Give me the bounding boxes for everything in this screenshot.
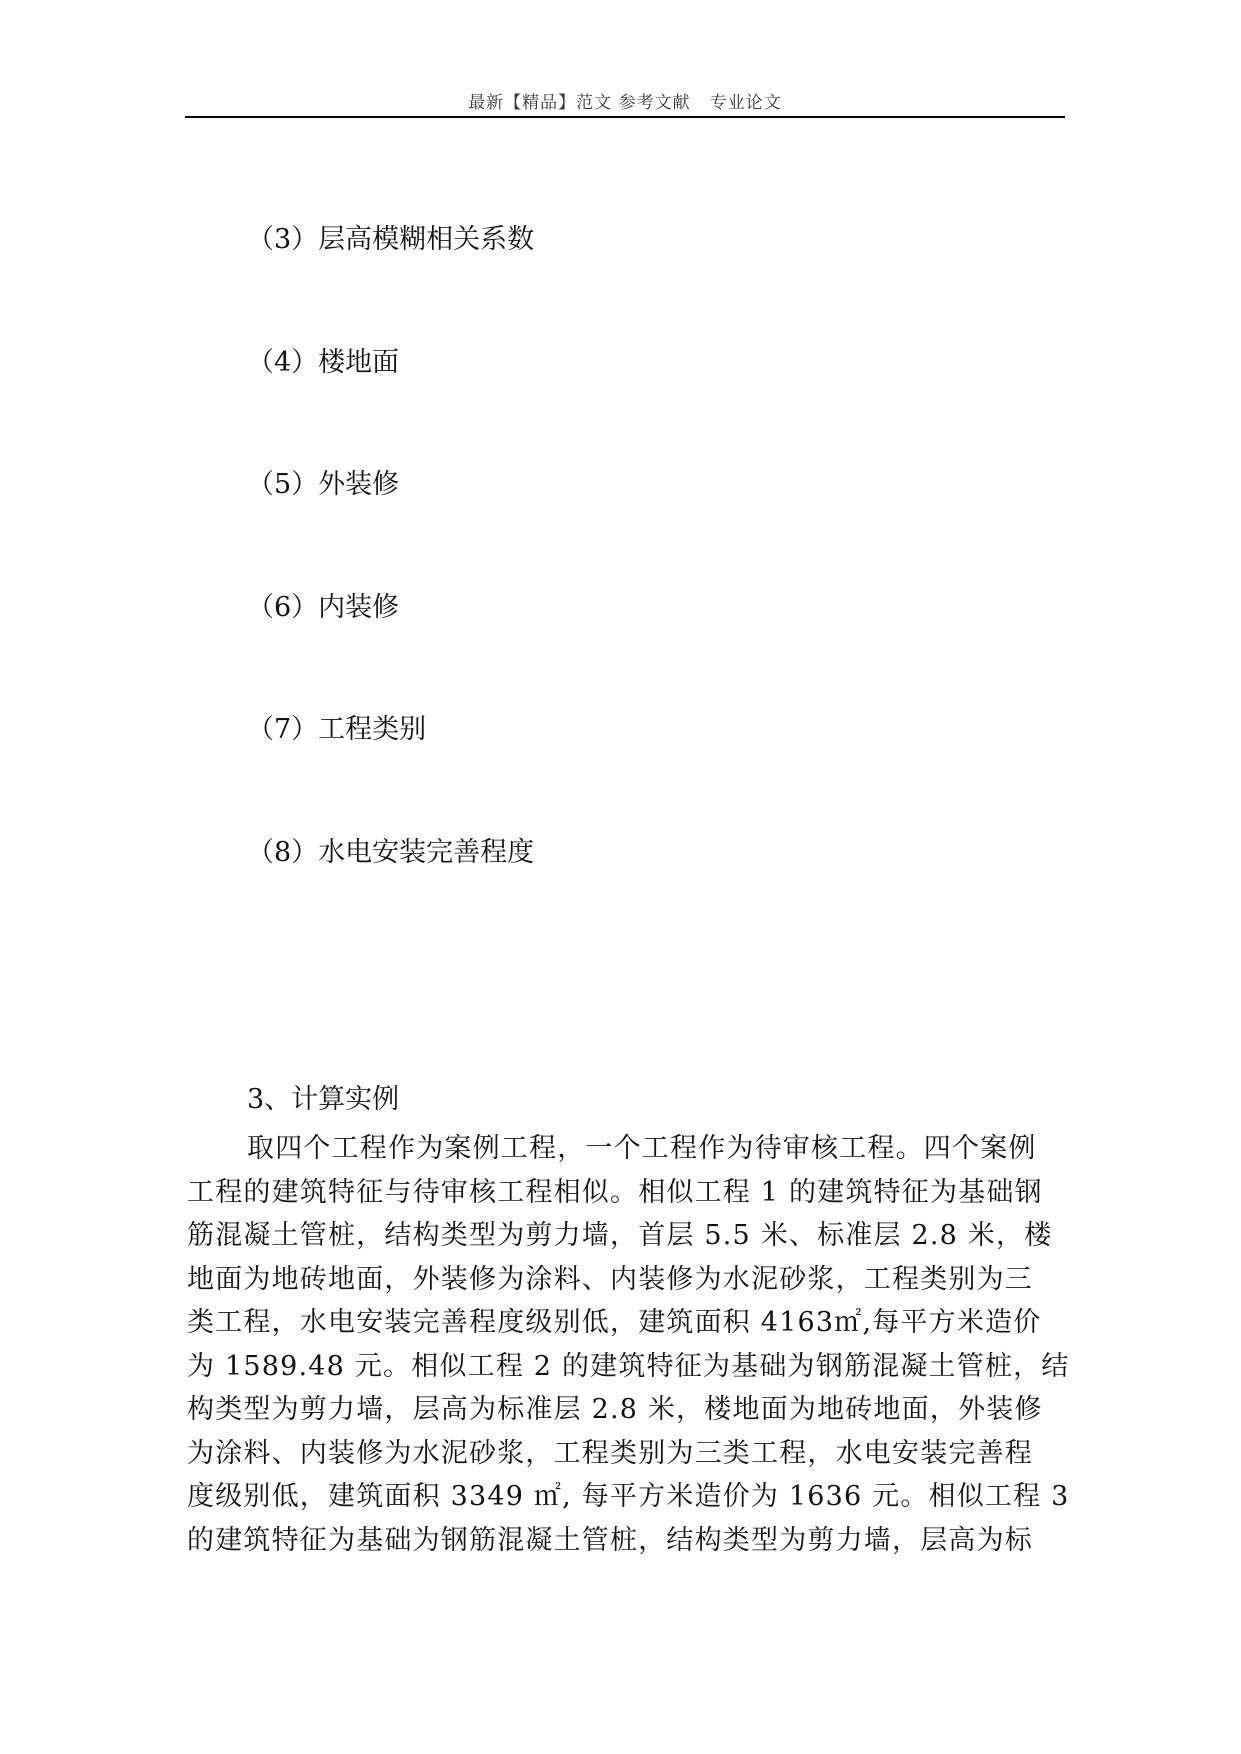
- paragraph-line: 筋混凝土管桩，结构类型为剪力墙，首层 5.5 米、标准层 2.8 米，楼: [187, 1220, 1053, 1251]
- paragraph-line: 构类型为剪力墙，层高为标准层 2.8 米，楼地面为地砖地面，外装修: [187, 1394, 1043, 1425]
- section-heading: 3、计算实例: [247, 1084, 400, 1115]
- paragraph-line: 取四个工程作为案例工程，一个工程作为待审核工程。四个案例: [247, 1133, 1037, 1164]
- list-item-5: （5）外装修: [247, 469, 400, 500]
- paragraph-line: 为 1589.48 元。相似工程 2 的建筑特征为基础为钢筋混凝土管桩，结: [187, 1350, 1070, 1382]
- paragraph-line: 为涂料、内装修为水泥砂浆，工程类别为三类工程，水电安装完善程: [187, 1437, 1033, 1469]
- list-item-3: （3）层高模糊相关系数: [247, 224, 535, 255]
- list-item-4: （4）楼地面: [247, 347, 400, 378]
- list-item-7: （7）工程类别: [247, 714, 427, 745]
- list-item-6: （6）内装修: [247, 592, 400, 623]
- list-item-8: （8）水电安装完善程度: [247, 837, 535, 868]
- header-text: 最新【精品】范文 参考文献 专业论文: [468, 93, 782, 113]
- paragraph-line: 工程的建筑特征与待审核工程相似。相似工程 1 的建筑特征为基础钢: [187, 1176, 1043, 1208]
- paragraph-line: 度级别低，建筑面积 3349 ㎡, 每平方米造价为 1636 元。相似工程 3: [187, 1481, 1070, 1512]
- paragraph-line: 的建筑特征为基础为钢筋混凝土管桩，结构类型为剪力墙，层高为标: [187, 1524, 1033, 1556]
- paragraph-line: 地面为地砖地面，外装修为涂料、内装修为水泥砂浆，工程类别为三: [187, 1263, 1033, 1295]
- page-header: [185, 84, 1065, 118]
- body-paragraph: [187, 1127, 1070, 1562]
- paragraph-line: 类工程，水电安装完善程度级别低，建筑面积 4163㎡,每平方米造价: [187, 1307, 1042, 1338]
